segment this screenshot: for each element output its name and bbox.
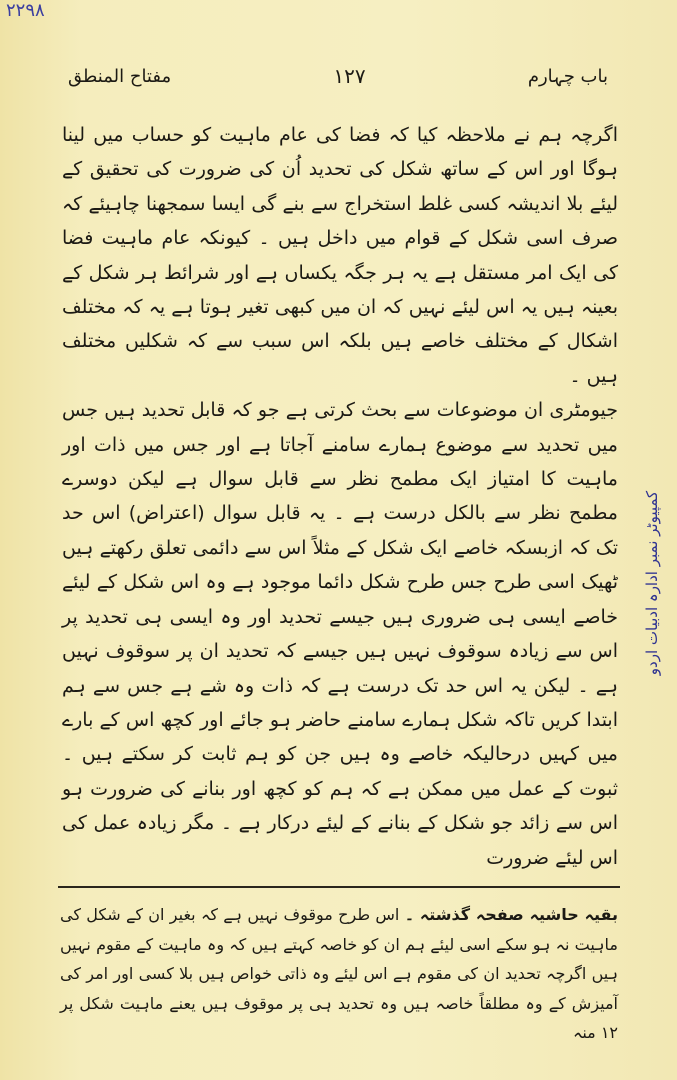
footnote-paragraph: [60, 900, 618, 1048]
footnote-divider: [58, 886, 620, 888]
catalog-number: ۲۲۹۸: [6, 0, 45, 21]
main-text: [62, 118, 618, 875]
paragraph: اگرچہ ہم نے ملاحظہ کیا کہ فضا کی عام ماہیت کو حساب میں لینا ہوگا اور اس کے ساتھ شکل کی تحدید اُن کی ضرورت کی تحقیق کے لیئے بلا اندیشہ کسی غلط استخراج سے بنے گی ایسا سمجھنا چاہیئے کہ صرف اسی شکل کے قوام میں داخل ہیں ۔ کیونکہ عام ماہیت فضا کی ایک امر مستقل ہے یہ ہر جگہ یکساں ہے اور شرائط ہر شکل کے بعینہ ہیں یہ اس لیئے نہیں کہ ان میں کبھی تغیر ہوتا ہے یہ کہ مختلف اشکال کے مختلف خاصے ہیں بلکہ اس سبب سے کہ شکلیں مختلف ہیں ۔: [62, 124, 618, 387]
footnote-text: اس طرح موقوف نہیں ہے کہ بغیر ان کے شکل کی ماہیت نہ ہو سکے اسی لیئے ہم ان کو خاصہ کہتے ہیں کہ وہ ماہیت کے مقوم نہیں ہیں اگرچہ تحدید ان کی مقوم ہے اس لیئے وہ ذاتی خواص ہیں بلا کسی اور امر کی آمیزش کے وہ مطلقاً خاصہ ہیں وہ تحدید ہی پر موقوف ہیں یعنے ماہیت شکل پر ۱۲ منہ: [60, 905, 618, 1042]
footnote: [60, 900, 618, 1048]
margin-stamp-text: کمپیوٹر نمبر ادارہ ادبیات اردو: [643, 490, 662, 676]
page-number: ۱۲۷: [333, 64, 366, 88]
margin-stamp: [632, 448, 672, 718]
chapter-heading: باب چہارم: [527, 65, 608, 87]
footnote-lead: بقیہ حاشیہ صفحہ گذشتہ ۔: [404, 905, 618, 924]
book-title: مفتاح المنطق: [68, 65, 172, 87]
running-header: [68, 58, 608, 94]
paragraph: جیومٹری ان موضوعات سے بحث کرتی ہے جو کہ قابل تحدید ہیں جس میں تحدید سے موضوع ہمارے سامنے آجاتا ہے اور جس میں ذات اور ماہیت کا امتیاز ایک مطمح نظر سے قابل سوال ہے لیکن دوسرے مطمح نظر سے بالکل درست ہے ۔ یہ قابل سوال (اعتراض) اس حد تک کہ ازبسکہ خاصے ایک شکل کے مثلاً اس سے دائمی تعلق رکھتے ہیں ٹھیک اسی طرح جس طرح شکل دائما موجود ہے وہ اس شکل کے لیئے خاصے ایسی ہی ضروری ہیں جیسے تحدید اور وہ ایسی ہی تحدید پر اس سے زیادہ سوقوف نہیں ہیں جیسے کہ تحدید ان پر سوقوف نہیں ہے ۔ لیکن یہ اس حد تک درست ہے کہ ذات وہ شے ہے جس سے ہم ابتدا کریں تاکہ شکل ہمارے سامنے حاضر ہو جائے اور کچھ اس کے بارے میں کہیں درحالیکہ خاصے وہ ہیں جن کو ہم ثابت کر سکتے ہیں ۔ ثبوت کے عمل میں ممکن ہے کہ ہم کو کچھ اور بنانے کی ضرورت ہو اس سے زائد جو شکل کے بنانے کے لیئے درکار ہے ۔ مگر زیادہ عمل کی اس لیئے ضرورت: [62, 399, 618, 869]
